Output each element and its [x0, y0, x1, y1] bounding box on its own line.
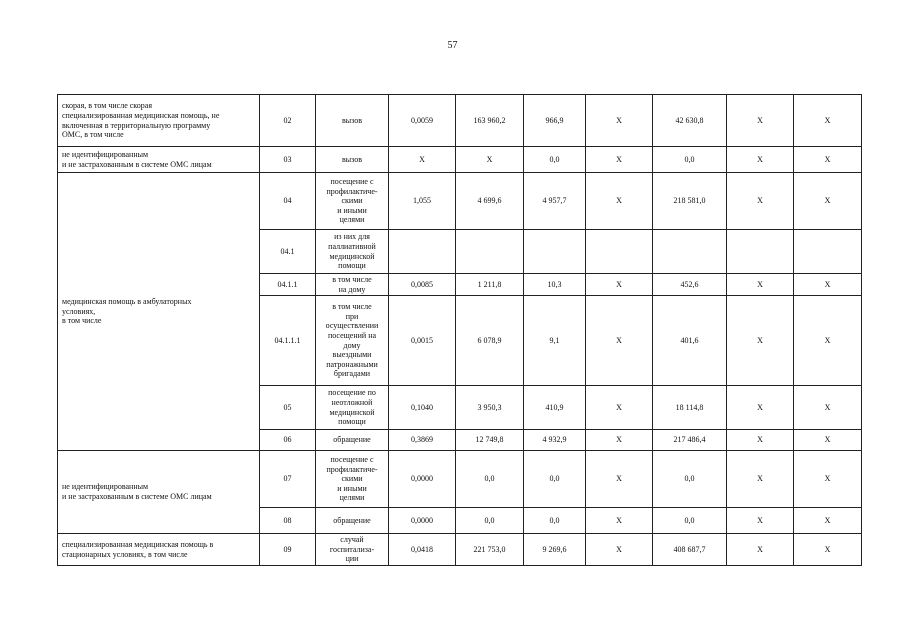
row-name-cell: скорая, в том числе скорая специализированная медицинская помощь, не включенная в территориальную программу ОМС, в том числе	[58, 95, 260, 147]
code-cell: 06	[260, 430, 316, 451]
code-cell: 04.1.1.1	[260, 296, 316, 386]
value-cell	[653, 230, 727, 274]
value-cell: Х	[727, 296, 794, 386]
code-cell: 05	[260, 386, 316, 430]
code-cell: 03	[260, 147, 316, 173]
value-cell: Х	[586, 95, 653, 147]
value-cell: 217 486,4	[653, 430, 727, 451]
value-cell: 0,1040	[389, 386, 456, 430]
value-cell: 410,9	[524, 386, 586, 430]
value-cell: 0,0	[653, 147, 727, 173]
value-cell: 4 932,9	[524, 430, 586, 451]
value-cell: 221 753,0	[456, 534, 524, 566]
value-cell: Х	[794, 451, 862, 508]
value-cell: 0,3869	[389, 430, 456, 451]
value-cell: 3 950,3	[456, 386, 524, 430]
value-cell: 408 687,7	[653, 534, 727, 566]
unit-cell: посещение с профилактиче- скими и иными целями	[316, 451, 389, 508]
value-cell: 6 078,9	[456, 296, 524, 386]
value-cell: Х	[727, 451, 794, 508]
value-cell: 0,0	[456, 451, 524, 508]
table-row	[58, 147, 862, 173]
value-cell: 42 630,8	[653, 95, 727, 147]
value-cell: 18 114,8	[653, 386, 727, 430]
value-cell: Х	[794, 95, 862, 147]
value-cell: Х	[727, 95, 794, 147]
value-cell: 0,0085	[389, 274, 456, 296]
value-cell: Х	[586, 274, 653, 296]
value-cell: 0,0000	[389, 508, 456, 534]
unit-cell: из них для паллиативной медицинской помощи	[316, 230, 389, 274]
value-cell	[794, 230, 862, 274]
value-cell: Х	[794, 274, 862, 296]
row-name-cell: не идентифицированным и не застрахованным в системе ОМС лицам	[58, 147, 260, 173]
value-cell: Х	[794, 386, 862, 430]
value-cell: Х	[794, 430, 862, 451]
data-table	[57, 94, 862, 566]
value-cell: 452,6	[653, 274, 727, 296]
value-cell: Х	[727, 173, 794, 230]
value-cell	[727, 230, 794, 274]
row-name-cell: медицинская помощь в амбулаторных условиях, в том числе	[58, 173, 260, 451]
code-cell: 02	[260, 95, 316, 147]
value-cell: Х	[586, 451, 653, 508]
value-cell	[586, 230, 653, 274]
unit-cell: посещение с профилактиче- скими и иными целями	[316, 173, 389, 230]
value-cell: Х	[727, 534, 794, 566]
value-cell: Х	[727, 386, 794, 430]
value-cell	[389, 230, 456, 274]
table-row	[58, 451, 862, 508]
unit-cell: обращение	[316, 430, 389, 451]
value-cell: 218 581,0	[653, 173, 727, 230]
value-cell: 0,0015	[389, 296, 456, 386]
value-cell: Х	[586, 386, 653, 430]
unit-cell: в том числе на дому	[316, 274, 389, 296]
value-cell: Х	[727, 508, 794, 534]
value-cell: Х	[794, 296, 862, 386]
value-cell: Х	[794, 147, 862, 173]
code-cell: 04.1	[260, 230, 316, 274]
value-cell: 1 211,8	[456, 274, 524, 296]
code-cell: 09	[260, 534, 316, 566]
table-row	[58, 173, 862, 230]
value-cell: 163 960,2	[456, 95, 524, 147]
value-cell: Х	[727, 430, 794, 451]
row-name-cell: специализированная медицинская помощь в стационарных условиях, в том числе	[58, 534, 260, 566]
unit-cell: случай госпитализа- ции	[316, 534, 389, 566]
value-cell: Х	[586, 296, 653, 386]
page-number: 57	[447, 40, 458, 51]
table-row	[58, 95, 862, 147]
value-cell: Х	[727, 274, 794, 296]
unit-cell: обращение	[316, 508, 389, 534]
value-cell: 4 957,7	[524, 173, 586, 230]
value-cell: 10,3	[524, 274, 586, 296]
value-cell: 0,0	[653, 508, 727, 534]
value-cell: 1,055	[389, 173, 456, 230]
value-cell: Х	[794, 173, 862, 230]
value-cell: 0,0	[524, 147, 586, 173]
value-cell: Х	[586, 173, 653, 230]
value-cell: Х	[456, 147, 524, 173]
value-cell: 9,1	[524, 296, 586, 386]
value-cell: Х	[586, 508, 653, 534]
row-name-cell: не идентифицированным и не застрахованным в системе ОМС лицам	[58, 451, 260, 534]
value-cell: 12 749,8	[456, 430, 524, 451]
value-cell: Х	[586, 534, 653, 566]
code-cell: 07	[260, 451, 316, 508]
value-cell: 0,0418	[389, 534, 456, 566]
table-row	[58, 534, 862, 566]
unit-cell: посещение по неотложной медицинской помощи	[316, 386, 389, 430]
value-cell: Х	[794, 534, 862, 566]
value-cell: 0,0	[524, 508, 586, 534]
unit-cell: вызов	[316, 95, 389, 147]
value-cell: 4 699,6	[456, 173, 524, 230]
code-cell: 08	[260, 508, 316, 534]
value-cell: Х	[586, 147, 653, 173]
value-cell: 0,0000	[389, 451, 456, 508]
value-cell: 9 269,6	[524, 534, 586, 566]
value-cell	[524, 230, 586, 274]
value-cell: 0,0	[653, 451, 727, 508]
value-cell: Х	[794, 508, 862, 534]
value-cell	[456, 230, 524, 274]
unit-cell: в том числе при осуществлении посещений на дому выездными патронажными бригадами	[316, 296, 389, 386]
value-cell: 401,6	[653, 296, 727, 386]
unit-cell: вызов	[316, 147, 389, 173]
value-cell: Х	[586, 430, 653, 451]
value-cell: Х	[389, 147, 456, 173]
code-cell: 04.1.1	[260, 274, 316, 296]
value-cell: 966,9	[524, 95, 586, 147]
code-cell: 04	[260, 173, 316, 230]
value-cell: 0,0	[456, 508, 524, 534]
value-cell: 0,0059	[389, 95, 456, 147]
value-cell: Х	[727, 147, 794, 173]
value-cell: 0,0	[524, 451, 586, 508]
